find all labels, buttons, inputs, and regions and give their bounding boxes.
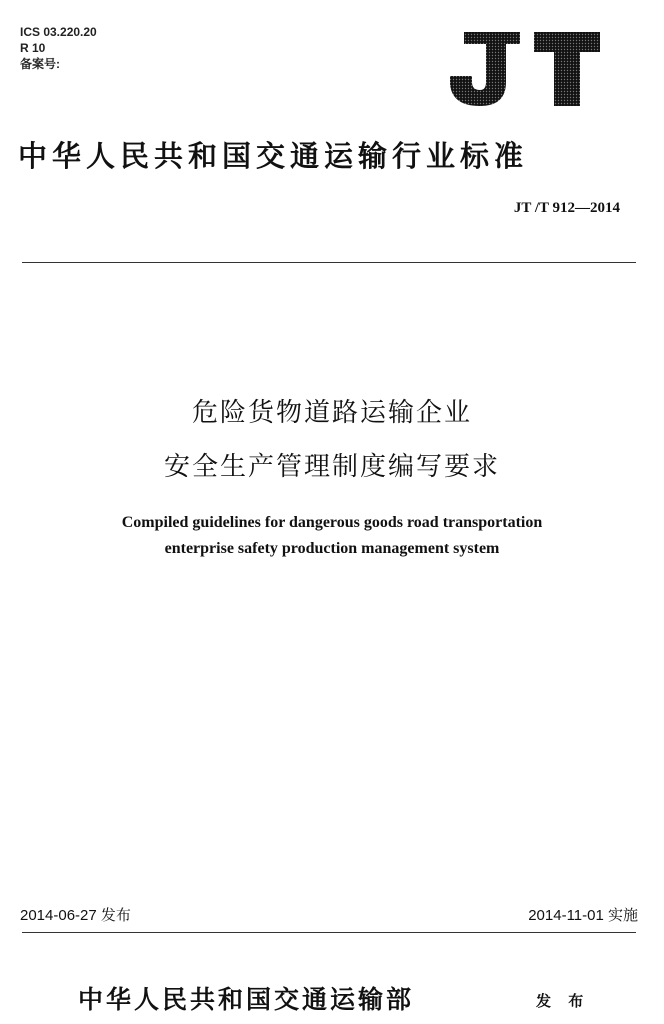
standard-category: 中华人民共和国交通运输行业标准 xyxy=(18,139,529,173)
jt-logo xyxy=(446,30,602,108)
chinese-title-line-1: 危险货物道路运输企业 xyxy=(191,398,472,428)
bottom-divider xyxy=(22,932,636,933)
implementation-date: 2014-11-01 实施 xyxy=(528,907,638,924)
ics-code: ICS 03.220.20 xyxy=(20,25,97,39)
logo-letter-t xyxy=(534,32,600,106)
english-title-line-2: enterprise safety production management system xyxy=(164,540,500,557)
record-number-label: 备案号: xyxy=(20,57,60,71)
issuing-authority: 中华人民共和国交通运输部 xyxy=(78,985,415,1014)
issuer-action: 发 布 xyxy=(536,992,590,1010)
top-divider xyxy=(22,262,636,263)
classification-code: R 10 xyxy=(20,41,46,55)
standard-number: JT /T 912—2014 xyxy=(513,200,620,216)
chinese-title-line-2: 安全生产管理制度编写要求 xyxy=(163,452,500,482)
issue-date: 2014-06-27 发布 xyxy=(20,907,131,924)
meta-block xyxy=(20,24,97,72)
logo-letter-j xyxy=(450,32,520,106)
english-title-line-1: Compiled guidelines for dangerous goods road transportation xyxy=(121,514,543,531)
